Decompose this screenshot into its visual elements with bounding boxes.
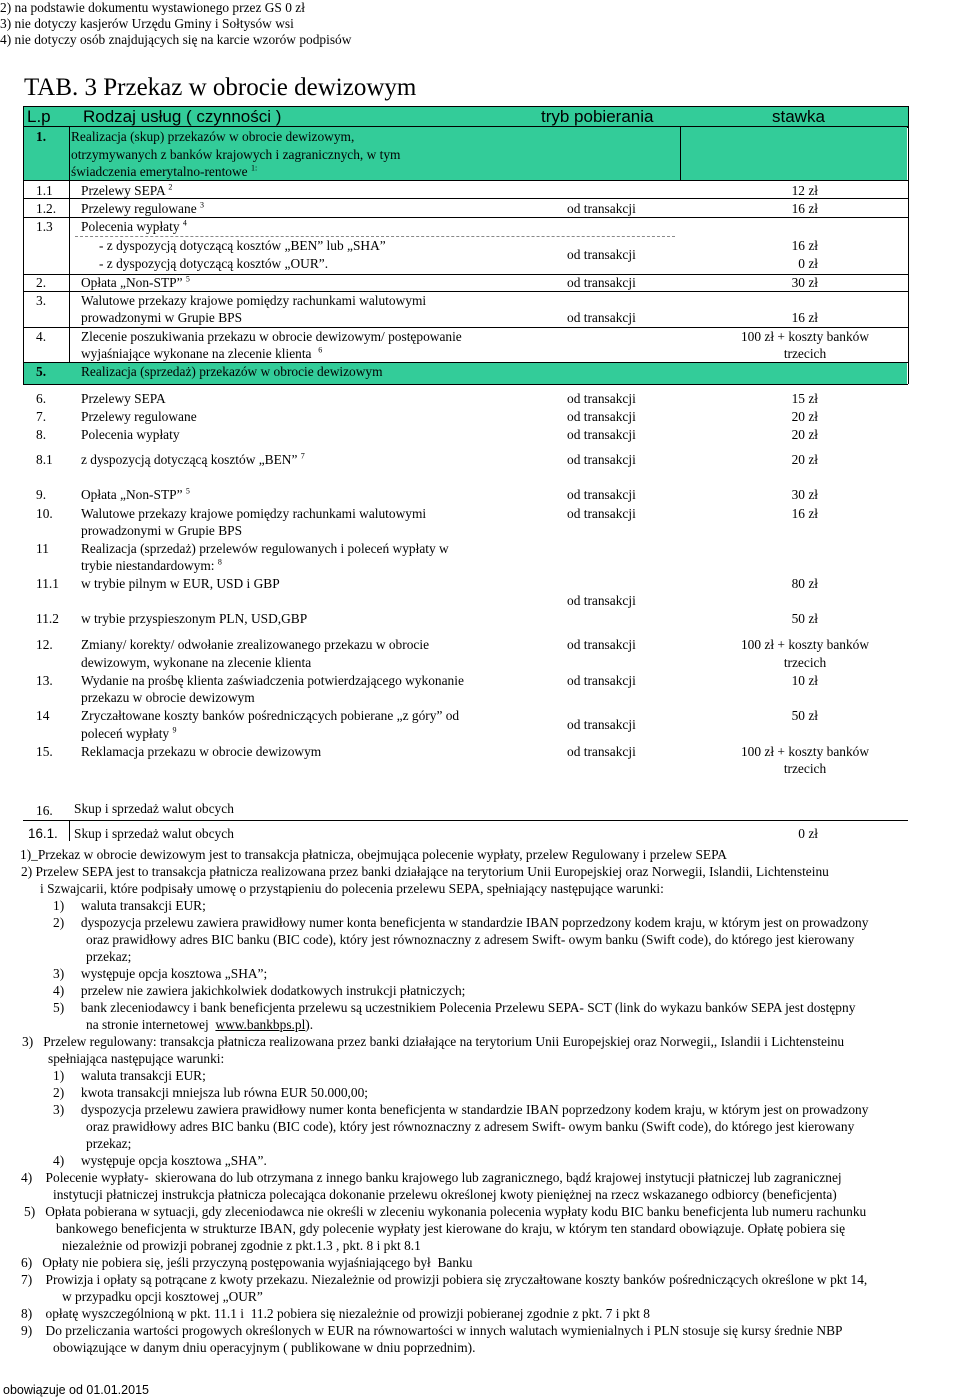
row-11-mode: od transakcji	[567, 593, 636, 608]
row-3-line1: Walutowe przekazy krajowe pomiędzy rachunkami walutowymi	[81, 293, 427, 308]
header-name: Rodzaj usług ( czynności )	[83, 107, 282, 126]
row-10-line1: Walutowe przekazy krajowe pomiędzy rachunkami walutowymi	[81, 506, 427, 521]
row-9-rate: 30 zł	[791, 487, 818, 502]
row-9-mode: od transakcji	[567, 487, 636, 502]
row-8-rate: 20 zł	[791, 427, 818, 442]
footnote: 7) Prowizja i opłaty są potrącane z kwoty przekazu. Niezależnie od prowizji pobiera się zryczałtowane koszty banków pośredniczących określone w pkt 14,	[21, 1272, 868, 1287]
footnote: bankowego beneficjenta w strukturze IBAN, gdy polecenie wypłaty jest kierowane do kraju, w którym ten standard obowiązuje. Opłatę pobiera się	[56, 1221, 846, 1236]
row-divider	[23, 384, 908, 385]
row-divider	[23, 291, 908, 292]
row-16-1-rate: 0 zł	[798, 826, 818, 841]
row-1-3-rate1: 16 zł	[791, 238, 818, 253]
row-15-lp: 15.	[36, 744, 53, 759]
row-8-1-rate: 20 zł	[791, 452, 818, 467]
row-1-3-rate2: 0 zł	[798, 256, 818, 271]
row-10-line2: prowadzonymi w Grupie BPS	[81, 523, 243, 538]
footnote: w przypadku opcji kosztowej „OUR”	[62, 1289, 263, 1304]
footnote: 9) Do przeliczania wartości progowych określonych w EUR na równowartości w innych walutach wymienialnych i PLN stosuje się kursy średnie NBP	[21, 1323, 843, 1338]
row-7-lp: 7.	[36, 409, 47, 424]
row-12-lp: 12.	[36, 637, 53, 652]
row-8-lp: 8.	[36, 427, 47, 442]
row-8-1-mode: od transakcji	[567, 452, 636, 467]
row-7-name: Przelewy regulowane	[81, 409, 197, 424]
row-1-1-name: Przelewy SEPA $^2$	[81, 182, 173, 198]
row-1-3-name: Polecenia wypłaty $^4$	[81, 218, 187, 234]
row-4-rate1: 100 zł + koszty banków	[740, 329, 870, 344]
row-6-name: Przelewy SEPA	[81, 391, 166, 406]
row-1-3-mode: od transakcji	[567, 247, 636, 262]
footnote: 8) opłatę wyszczególnioną w pkt. 11.1 i 11.2 pobiera się niezależnie od prowizji pobieranej zgodnie z pkt. 7 i pkt 8	[21, 1306, 650, 1321]
row-15-rate1: 100 zł + koszty banków	[740, 744, 870, 759]
row-1-2-mode: od transakcji	[567, 201, 636, 216]
table-header	[23, 106, 909, 128]
row-6-lp: 6.	[36, 391, 47, 406]
row-9-lp: 9.	[36, 487, 47, 502]
row-15-name: Reklamacja przekazu w obrocie dewizowym	[81, 744, 322, 759]
footnote: 2) kwota transakcji mniejsza lub równa EUR 50.000,00;	[53, 1085, 368, 1100]
row-2-rate: 30 zł	[791, 275, 818, 290]
footnote: 3) Przelew regulowany: transakcja płatnicza realizowana przez banki działające na terytorium Unii Europejskiej oraz Norwegii,, Islandii i Lichtensteinu	[22, 1034, 845, 1049]
row-10-mode: od transakcji	[567, 506, 636, 521]
sub-divider	[75, 236, 675, 237]
row-3-line2: prowadzonymi w Grupie BPS	[81, 310, 243, 325]
footnote: 4) Polecenie wypłaty- skierowana do lub otrzymana z innego banku krajowego lub zagranicznego, bądź krajowej instytucji płatniczej lub zagranicznej	[21, 1170, 842, 1185]
row-4-line2: wyjaśniające wykonane na zlecenie klienta $^6$	[81, 345, 323, 361]
col-divider	[680, 127, 681, 180]
row-10-lp: 10.	[36, 506, 53, 521]
row-10-rate: 16 zł	[791, 506, 818, 521]
bankbps-link[interactable]: www.bankbps.pl	[215, 1017, 306, 1032]
row-1-2-lp: 1.2.	[36, 201, 57, 216]
footnote: 4) występuje opcja kosztowa „SHA”.	[53, 1153, 267, 1168]
row-14-rate: 50 zł	[791, 708, 818, 723]
row-2-lp: 2.	[36, 275, 47, 290]
top-note-2: 2) na podstawie dokumentu wystawionego przez GS 0 zł	[0, 0, 305, 15]
row-11-line2: trybie niestandardowym: $^8$	[81, 557, 222, 573]
row-14-lp: 14	[36, 708, 50, 723]
row-1-1-rate: 12 zł	[791, 183, 818, 198]
row-1-lp: 1.	[36, 129, 47, 144]
row-1-3-lp: 1.3	[36, 219, 53, 234]
row-2-mode: od transakcji	[567, 275, 636, 290]
row-14-line2: poleceń wypłaty $^9$	[81, 725, 177, 741]
row-2-name: Opłata „Non-STP” $^5$	[81, 274, 190, 290]
row-11-2-lp: 11.2	[36, 611, 59, 626]
row-16-1-name: Skup i sprzedaż walut obcych	[74, 826, 234, 841]
row-8-1-lp: 8.1	[36, 452, 53, 467]
row-14-line1: Zryczałtowane koszty banków pośredniczących pobierane „z góry” od	[81, 708, 460, 723]
row-16-name: Skup i sprzedaż walut obcych	[74, 801, 234, 816]
row-divider	[23, 327, 908, 328]
row-8-1-name: z dyspozycją dotyczącą kosztów „BEN” $^7$	[81, 451, 305, 467]
row-11-2-name: w trybie przyspieszonym PLN, USD,GBP	[81, 611, 308, 626]
row-12-line2: dewizowym, wykonane na zlecenie klienta	[81, 655, 312, 670]
row-11-1-rate: 80 zł	[791, 576, 818, 591]
row-1-line2: otrzymywanych z banków krajowych i zagranicznych, w tym	[71, 147, 401, 162]
footnote: obowiązujące w danym dniu operacyjnym ( publikowane w dniu poprzednim).	[53, 1340, 476, 1355]
row-6-rate: 15 zł	[791, 391, 818, 406]
row-divider	[23, 362, 908, 363]
header-mode: tryb pobierania	[541, 107, 654, 126]
row-13-lp: 13.	[36, 673, 53, 688]
footnote: 5) bank zleceniodawcy i bank beneficjenta przelewu są uczestnikiem Polecenia Przelewu SEPA- SCT (link do wykazu banków SEPA jest dostępny	[53, 1000, 856, 1015]
footnote: 5) Opłata pobierana w sytuacji, gdy zleceniodawca nie określi w zleceniu wykonania polecenia wypłaty kodu BIC banku beneficjenta lub numeru rachunku	[24, 1204, 867, 1219]
footnote: 3) dyspozycja przelewu zawiera prawidłowy numer konta beneficjenta w standardzie IBAN poprzedzony kodem kraju, w którym jest on prowadzony	[53, 1102, 869, 1117]
row-12-rate1: 100 zł + koszty banków	[740, 637, 870, 652]
row-6-mode: od transakcji	[567, 391, 636, 406]
row-14-mode: od transakcji	[567, 717, 636, 732]
footnote: niezależnie od prowizji pobranej zgodnie z pkt.1.3 , pkt. 8 i pkt 8.1	[62, 1238, 421, 1253]
row-3-rate: 16 zł	[791, 310, 818, 325]
footnote: 1)_Przekaz w obrocie dewizowym jest to transakcja płatnicza, obejmująca polecenie wypłaty, przelew Regulowany i przelew SEPA	[20, 847, 727, 862]
row-8-name: Polecenia wypłaty	[81, 427, 180, 442]
row-4-lp: 4.	[36, 329, 47, 344]
row-divider	[23, 180, 908, 181]
header-rate: stawka	[772, 107, 825, 126]
footnote: spełniająca następujące warunki:	[48, 1051, 225, 1066]
table-right-border	[908, 106, 909, 384]
row-11-lp: 11	[36, 541, 49, 556]
row-3-mode: od transakcji	[567, 310, 636, 325]
footnote: na stronie internetowej www.bankbps.pl).	[86, 1017, 314, 1032]
row-divider	[23, 820, 908, 821]
row-5-name: Realizacja (sprzedaż) przekazów w obrocie dewizowym	[81, 364, 383, 379]
footnote: przekaz;	[86, 949, 132, 964]
row-13-rate: 10 zł	[791, 673, 818, 688]
footnote: oraz prawidłowy adres BIC banku (BIC code), który jest równoznaczny z adresem Swift- owym banku (Swift code), do którego jest kierowany	[86, 1119, 855, 1134]
top-note-3: 3) nie dotyczy kasjerów Urzędu Gminy i Sołtysów wsi	[0, 16, 294, 31]
footnote: 4) przelew nie zawiera jakichkolwiek dodatkowych instrukcji płatniczych;	[53, 983, 466, 998]
row-1-3-sub1: - z dyspozycją dotyczącą kosztów „BEN” lub „SHA”	[99, 238, 386, 253]
row-13-line2: przekazu w obrocie dewizowym	[81, 690, 255, 705]
footnote: 6) Opłaty nie pobiera się, jeśli przyczyną postępowania wyjaśniającego był Banku	[21, 1255, 473, 1270]
footnote: 1) waluta transakcji EUR;	[53, 898, 206, 913]
row-1-2-name: Przelewy regulowane $^3$	[81, 200, 204, 216]
row-9-name: Opłata „Non-STP” $^5$	[81, 486, 190, 502]
row-1-line3: świadczenia emerytalno-rentowe $^{1:}$	[71, 163, 258, 179]
row-13-mode: od transakcji	[567, 673, 636, 688]
row-1-line1: Realizacja (skup) przekazów w obrocie dewizowym,	[71, 129, 355, 144]
row-5-lp: 5.	[36, 364, 47, 379]
row-1-2-rate: 16 zł	[791, 201, 818, 216]
col-divider	[69, 820, 70, 841]
row-11-line1: Realizacja (sprzedaż) przelewów regulowanych i poleceń wypłaty w	[81, 541, 449, 556]
row-7-mode: od transakcji	[567, 409, 636, 424]
top-note-4: 4) nie dotyczy osób znajdujących się na karcie wzorów podpisów	[0, 32, 352, 47]
row-12-mode: od transakcji	[567, 637, 636, 652]
header-lp: L.p	[27, 107, 51, 126]
row-11-2-rate: 50 zł	[791, 611, 818, 626]
row-3-lp: 3.	[36, 293, 47, 308]
footnote: oraz prawidłowy adres BIC banku (BIC code), który jest równoznaczny z adresem Swift- owym banku (Swift code), do którego jest kierowany	[86, 932, 855, 947]
row-15-rate2: trzecich	[783, 761, 827, 776]
row-11-1-lp: 11.1	[36, 576, 59, 591]
table-left-border	[23, 106, 24, 384]
footnote: 3) występuje opcja kosztowa „SHA”;	[53, 966, 268, 981]
validity-date: obowiązuje od 01.01.2015	[3, 1383, 149, 1397]
footnote: przekaz;	[86, 1136, 132, 1151]
row-16-1-lp: 16.1.	[28, 826, 58, 841]
row-16-lp: 16.	[36, 803, 53, 818]
footnote: 2) dyspozycja przelewu zawiera prawidłowy numer konta beneficjenta w standardzie IBAN poprzedzony kodem kraju, w którym jest on prowadzony	[53, 915, 869, 930]
row-12-rate2: trzecich	[783, 655, 827, 670]
row-4-rate2: trzecich	[783, 346, 827, 361]
row-12-line1: Zmiany/ korekty/ odwołanie zrealizowanego przekazu w obrocie	[81, 637, 430, 652]
row-11-1-name: w trybie pilnym w EUR, USD i GBP	[81, 576, 280, 591]
row-15-mode: od transakcji	[567, 744, 636, 759]
footnote: instytucji płatniczej instrukcja płatnicza polecająca dokonanie przelewu określonej kwoty pieniężnej na rzecz wskazanego odbiorcy (beneficjenta)	[53, 1187, 837, 1202]
row-13-line1: Wydanie na prośbę klienta zaświadczenia potwierdzającego wykonanie	[81, 673, 464, 688]
row-7-rate: 20 zł	[791, 409, 818, 424]
row-4-line1: Zlecenie poszukiwania przekazu w obrocie dewizowym/ postępowanie	[81, 329, 462, 344]
row-8-mode: od transakcji	[567, 427, 636, 442]
footnote: 2) Przelew SEPA jest to transakcja płatnicza realizowana przez banki działające na terytorium Unii Europejskiej oraz Norwegii, Islandii, Lichtensteinu	[21, 864, 829, 879]
footnote: 1) waluta transakcji EUR;	[53, 1068, 206, 1083]
row-1-3-sub2: - z dyspozycją dotyczącą kosztów „OUR”.	[99, 256, 329, 271]
row-1-1-lp: 1.1	[36, 183, 53, 198]
page-title: TAB. 3 Przekaz w obrocie dewizowym	[24, 74, 417, 101]
footnote: i Szwajcarii, które podpisały umowę o przystąpieniu do polecenia przelewu SEPA, spełniający następujące warunki:	[40, 881, 664, 896]
row-divider	[23, 217, 908, 218]
